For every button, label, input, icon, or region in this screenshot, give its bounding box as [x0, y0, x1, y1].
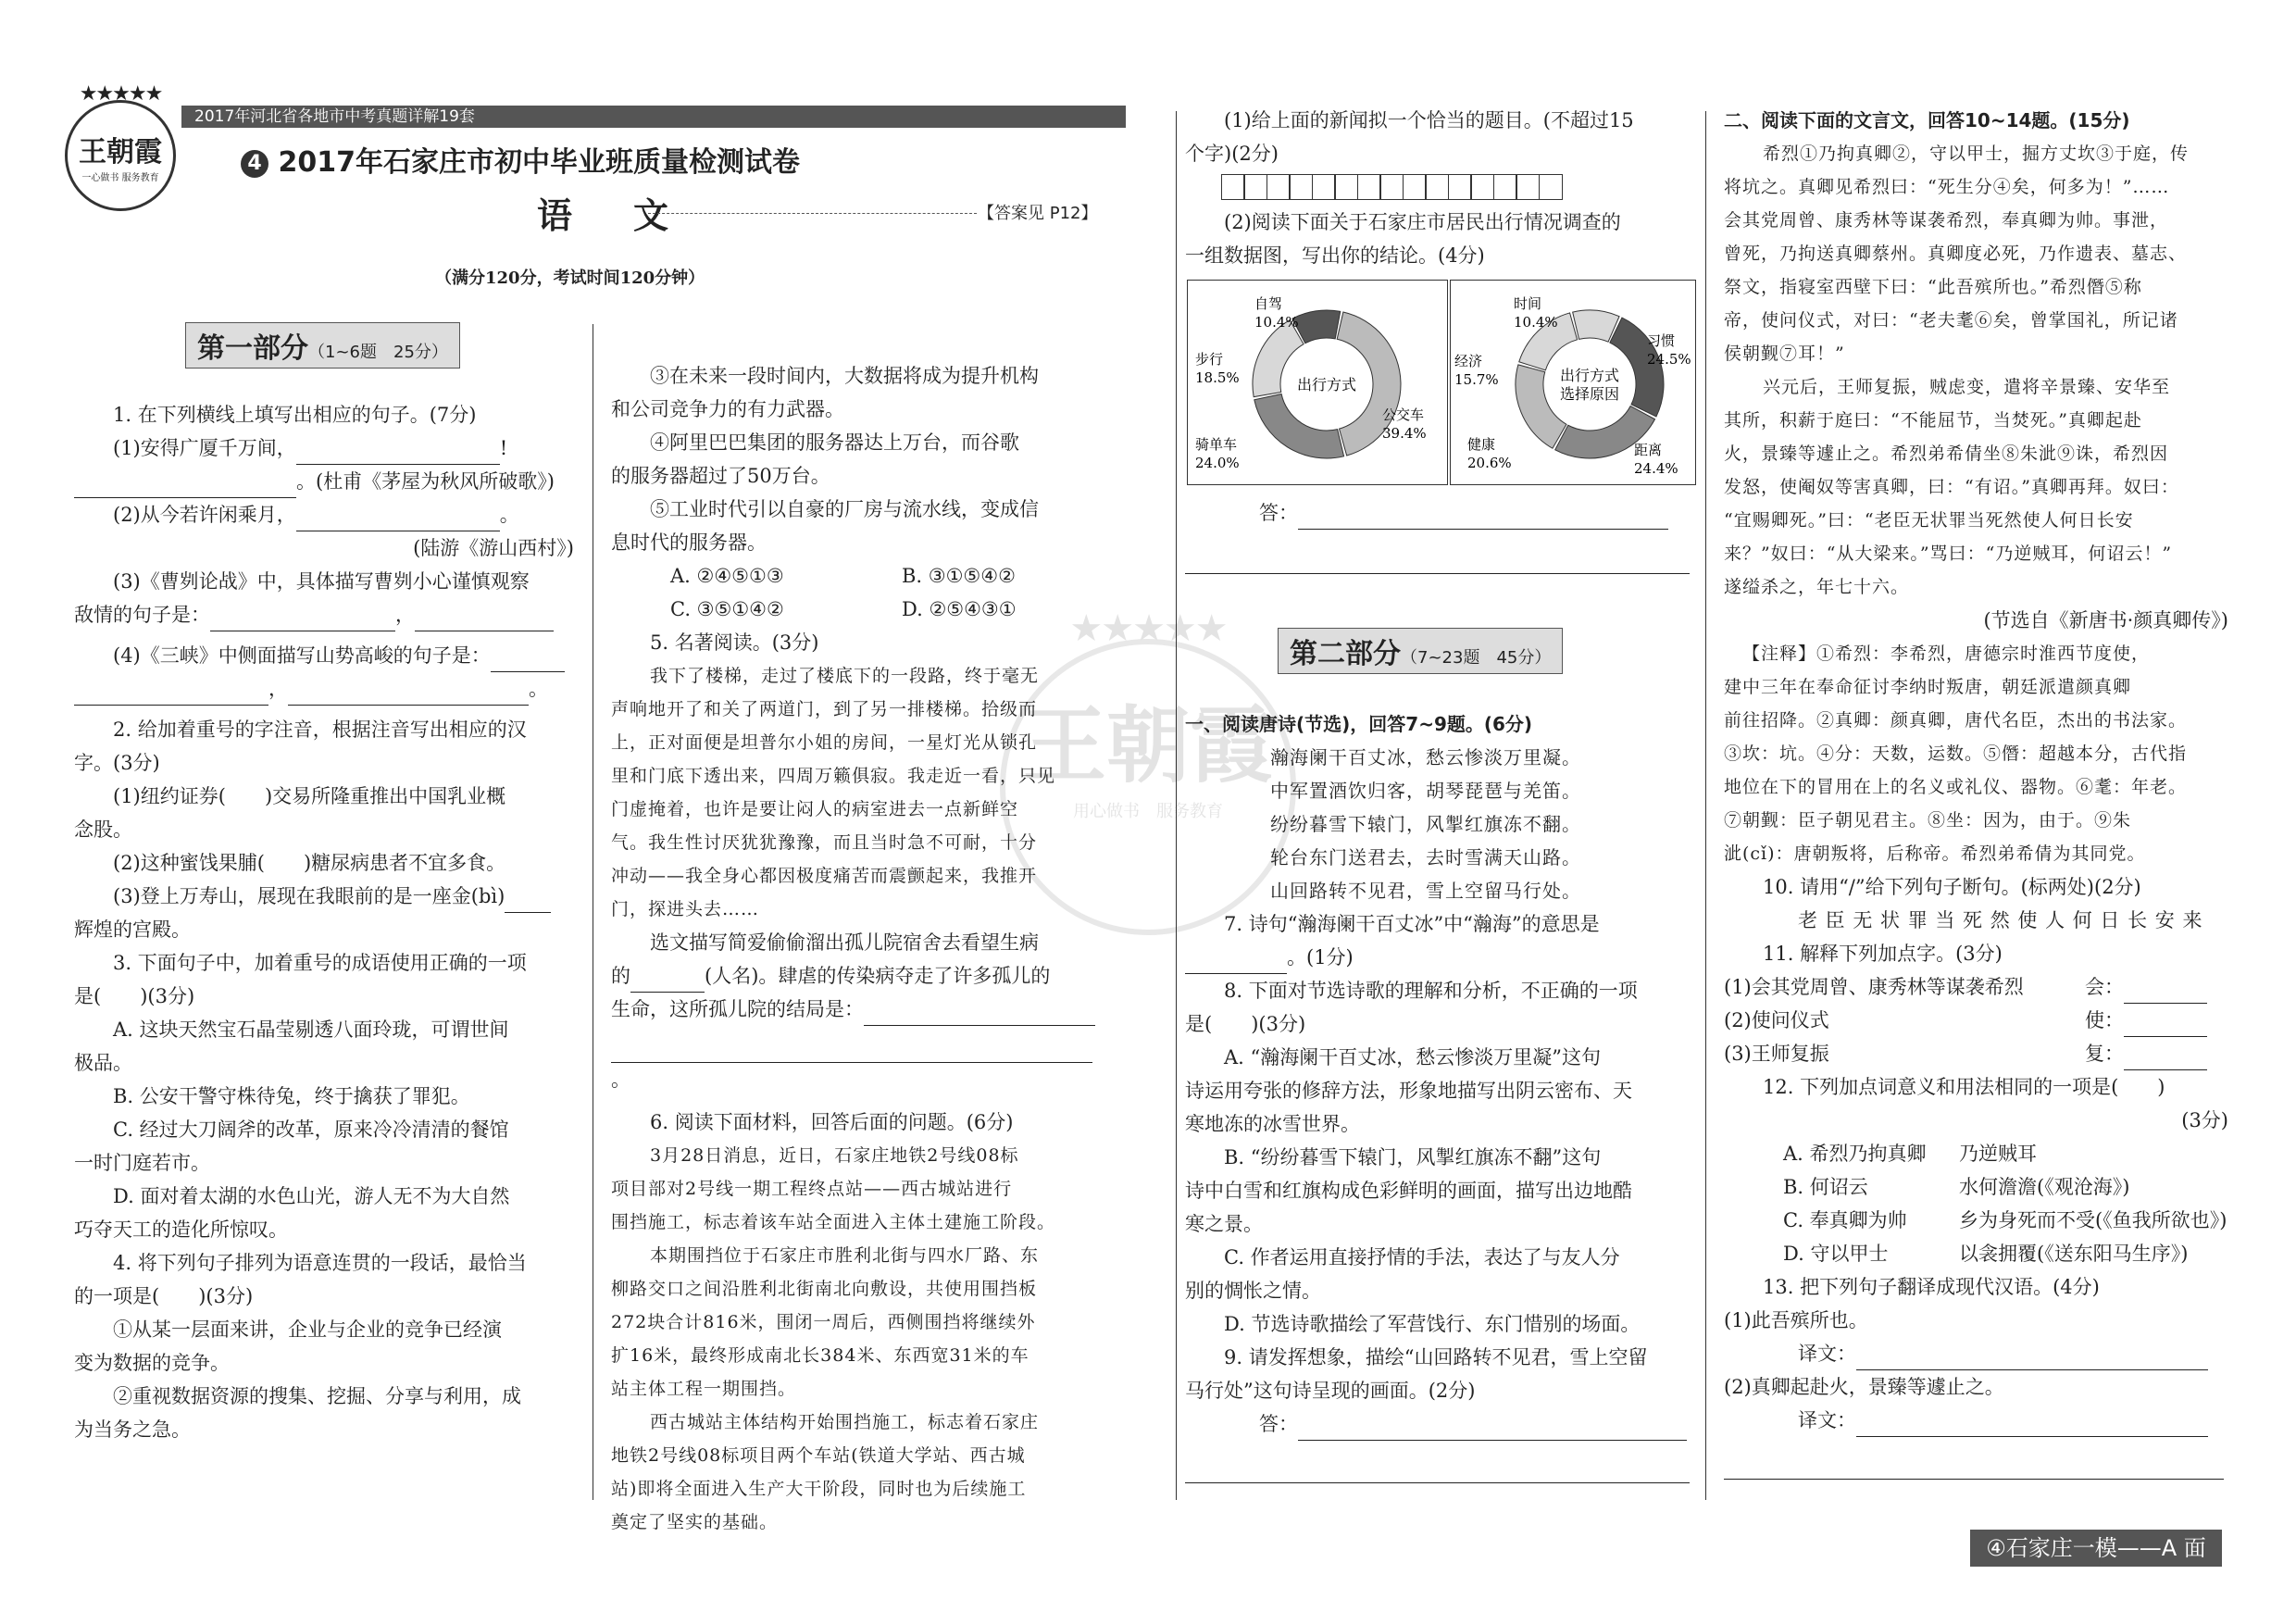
q4-s3b: 和公司竞争力的有力武器。 — [611, 398, 844, 420]
passage-line: 遂缢杀之，年七十六。 — [1724, 577, 1910, 597]
column-3 — [1185, 707, 1690, 1483]
q1-3-blank[interactable] — [210, 608, 395, 631]
q2-2: (2)这种蜜饯果脯( )糖尿病患者不宜多食。 — [113, 852, 506, 874]
exam-title: 2017年石家庄市初中毕业班质量检测试卷 — [278, 146, 800, 179]
q2-3-prompt: (3)登上万寿山，展现在我眼前的是一座金(bì) — [113, 885, 505, 907]
chart-category-label: 距离 — [1634, 442, 1663, 458]
chart-center-title: 出行方式 — [1559, 367, 1620, 384]
part2-title-box — [1278, 628, 1563, 674]
q10-stem: 10. 请用“/”给下列句子断句。(标两处)(2分) — [1763, 876, 2141, 898]
q8-b: B. “纷纷暮雪下辕门，风掣红旗冻不翻”这句 — [1224, 1146, 1602, 1168]
q9-answer-label: 答： — [1259, 1413, 1298, 1435]
q3-stem: 3. 下面句子中，加着重号的成语使用正确的一项 — [113, 952, 527, 974]
title-cell[interactable] — [1470, 174, 1494, 200]
q8-b2: 诗中白雪和红旗构成色彩鲜明的画面，描写出边地酷 — [1185, 1180, 1632, 1202]
chart-value-label: 15.7% — [1454, 371, 1499, 388]
q12-option-a[interactable]: A. 希烈乃拘真卿 — [1783, 1143, 1927, 1165]
q5-passage-line: 门，探进头去…… — [611, 899, 760, 919]
chart-category-label: 经济 — [1454, 353, 1483, 369]
q8-b3: 寒之景。 — [1185, 1213, 1263, 1235]
q6-2b: 一组数据图，写出你的结论。(4分) — [1185, 244, 1485, 267]
q1-4-blank-3[interactable] — [288, 682, 529, 706]
chart-value-label: 10.4% — [1514, 314, 1558, 331]
passage-line: 希烈①乃拘真卿②，守以甲士，掘方丈坎③于庭，传 — [1763, 144, 2190, 164]
classical-passage — [1724, 137, 2228, 604]
q4-stem: 4. 将下列句子排列为语意连贯的一段话，最恰当 — [113, 1252, 527, 1274]
q3-c: C. 经过大刀阔斧的改革，原来冷冷清清的餐馆 — [113, 1118, 509, 1141]
column-2 — [611, 359, 1111, 1539]
chart-category-label: 健康 — [1467, 436, 1496, 453]
watermark-text: 王朝霞 — [1023, 696, 1273, 794]
chart-travel-reason — [1450, 280, 1696, 485]
title-cell[interactable] — [1539, 174, 1563, 200]
q1-2-blank[interactable] — [296, 508, 500, 531]
q13-2-answer-2 — [1724, 1446, 2228, 1480]
q6-material-line: 站)即将全面进入生产大干阶段，同时也为后续施工 — [611, 1479, 1027, 1499]
q1-1-blank[interactable] — [296, 442, 500, 465]
part1-title: 第一部分 — [197, 332, 308, 365]
q6-title-grid[interactable] — [1222, 174, 1690, 200]
q1-3-label: 敌情的句子是： — [74, 604, 210, 626]
q1-4-answer: ， 。 — [74, 672, 574, 706]
q6-answer-blank[interactable] — [1298, 506, 1668, 530]
q13-1: (1)此吾殡所也。 — [1724, 1309, 1868, 1331]
part1-header — [185, 322, 460, 369]
q12-stem: 12. 下列加点词意义和用法相同的一项是( ) — [1763, 1076, 2165, 1098]
column-4 — [1724, 104, 2228, 1480]
q13-1-label: 译文： — [1798, 1343, 1856, 1365]
q5-suffix: (人名)。肆虐的传染病夺走了许多孤儿的 — [705, 965, 1051, 987]
chart-value-label: 39.4% — [1382, 425, 1427, 442]
q8-a3: 寒地冻的冰雪世界。 — [1185, 1113, 1360, 1135]
page-footer-text: ④石家庄一模——A 面 — [1986, 1535, 2206, 1561]
title-cell[interactable] — [1221, 174, 1245, 200]
q1-4-blank-2[interactable] — [74, 682, 268, 706]
q4-option-c[interactable]: C. ③⑤①④② — [670, 598, 784, 620]
passage-line: 兴元后，王师复振，贼虑变，遣将辛景臻、安华至 — [1763, 377, 2171, 397]
q5-ending-line: 。 — [611, 1030, 1111, 1096]
q5-passage-line: 我下了楼梯，走过了楼底下的一段路，终于毫无 — [650, 666, 1040, 686]
q9-answer — [1185, 1407, 1690, 1441]
q11-stem: 11. 解释下列加点字。(3分) — [1763, 943, 2003, 965]
q4-s4: ④阿里巴巴集团的服务器达上万台，而谷歌 — [650, 431, 1019, 454]
logo-stars: ★★★★★ — [79, 82, 162, 106]
q4-s5b: 息时代的服务器。 — [611, 531, 767, 554]
exam-number-badge: 4 — [241, 150, 268, 178]
q4-s1: ①从某一层面来讲，企业与企业的竞争已经演 — [113, 1318, 502, 1341]
q2-stem: 2. 给加着重号的字注音，根据注音写出相应的汉 — [113, 719, 527, 741]
passage-line: 火，景臻等遽止之。希烈弟希倩坐⑧朱泚⑨诛，希烈因 — [1724, 444, 2169, 464]
q11-1-blank[interactable] — [2124, 981, 2207, 1004]
column-3-top — [1185, 104, 1690, 272]
column-separator — [1705, 111, 1706, 1500]
q5-question: 选文描写简爱偷偷溜出孤儿院宿舍去看望生病 — [650, 931, 1039, 954]
q1-4-blank[interactable] — [491, 649, 565, 672]
q11-2-label: 使： — [2085, 1009, 2124, 1031]
poem-line: 纷纷暮雪下辕门，风掣红旗冻不翻。 — [1270, 813, 1581, 835]
q5-passage-line: 冲动——我全身心都因极度痛苦而震颤起来，我推开 — [611, 866, 1038, 886]
q6-material-line: 项目部对2号线一期工程终点站——西古城站进行 — [611, 1179, 1013, 1199]
q6-stem: 6. 阅读下面材料，回答后面的问题。(6分) — [650, 1111, 1014, 1133]
chart-category-label: 自驾 — [1254, 295, 1283, 312]
subject-rule — [648, 213, 977, 214]
q3-c2: 一时门庭若市。 — [74, 1152, 210, 1174]
q6-material-line: 站主体工程一期围挡。 — [611, 1379, 797, 1399]
column-1 — [74, 398, 574, 1446]
q8-a: A. “瀚海阑干百丈冰，愁云惨淡万里凝”这句 — [1224, 1046, 1601, 1068]
chart-category-label: 步行 — [1195, 351, 1224, 368]
q6-material-line: 围挡施工，标志着该车站全面进入主体土建施工阶段。 — [611, 1212, 1056, 1232]
passage-line: 曾死，乃拘送真卿蔡州。真卿度必死，乃作遗表、墓志、 — [1724, 244, 2188, 264]
q13-2-blank[interactable] — [1856, 1414, 2208, 1437]
q5-name-blank[interactable] — [630, 969, 705, 993]
q1-1-prompt: (1)安得广厦千万间， — [113, 437, 296, 459]
title-cell[interactable] — [1425, 174, 1449, 200]
q1-4 — [74, 639, 574, 672]
q6-material-line: 地铁2号线08标项目两个车站(铁道大学站、西古城 — [611, 1445, 1026, 1466]
q6-material-line: 奠定了坚实的基础。 — [611, 1512, 779, 1532]
q6-answer-line — [1185, 541, 1690, 574]
q12-option-a2: 乃逆贼耳 — [1959, 1143, 2037, 1165]
q12-option-b2: 水何澹澹(《观沧海》) — [1959, 1176, 2130, 1198]
q6-answer — [1185, 496, 1690, 574]
annotation-line: 建中三年在奉命征讨李纳时叛唐，朝廷派遣颜真卿 — [1724, 677, 2132, 697]
annotation-line: ③坎：坑。④分：天数，运数。⑤僭：超越本分，古代指 — [1724, 744, 2188, 764]
q9-blank[interactable] — [1298, 1418, 1687, 1441]
q13-1-blank[interactable] — [1856, 1347, 2208, 1370]
q4-option-b[interactable]: B. ③①⑤④② — [902, 565, 1016, 587]
q13-2-blank-2[interactable] — [1724, 1456, 2224, 1480]
passage-line: 侯朝觐⑦耳！” — [1724, 344, 1845, 364]
title-cell[interactable] — [1312, 174, 1336, 200]
q12-option-c[interactable]: C. 奉真卿为帅 — [1783, 1209, 1907, 1231]
q11-1-answer — [2085, 970, 2224, 1004]
q11-2-blank[interactable] — [2124, 1014, 2207, 1037]
exam-info: （满分120分，考试时间120分钟） — [435, 269, 705, 288]
part2-title: 第二部分 — [1290, 638, 1401, 670]
q6-answer-blank-2[interactable] — [1185, 551, 1690, 574]
chart-center-title: 出行方式 — [1296, 376, 1357, 394]
q11-1: (1)会其党周曾、康秀林等谋袭希烈 — [1724, 976, 2024, 998]
q6-1: (1)给上面的新闻拟一个恰当的题目。(不超过15 — [1224, 109, 1634, 131]
q12-option-b[interactable]: B. 何诏云 — [1783, 1176, 1868, 1198]
passage-source: (节选自《新唐书·颜真卿传》) — [1983, 609, 2228, 631]
annotation-line: 地位在下的冒用在上的名义或礼仪、器物。⑥耄：年老。 — [1724, 777, 2188, 797]
q9-stem: 9. 请发挥想象，描绘“山回路转不见君，雪上空留 — [1224, 1346, 1648, 1368]
q12-option-d2: 以衾拥覆(《送东阳马生序》) — [1959, 1243, 2189, 1265]
chart-value-label: 20.6% — [1467, 455, 1512, 471]
q4-stem-2: 的一项是( )(3分) — [74, 1285, 254, 1307]
chart-category-label: 时间 — [1514, 295, 1542, 312]
passage-line: “宜赐卿死。”曰：“老臣无状罪当死然使人何日长安 — [1724, 510, 2134, 531]
q13-2-answer — [1724, 1404, 2228, 1437]
q5-ending-label: 生命，这所孤儿院的结局是： — [611, 998, 864, 1020]
q13-2: (2)真卿起赴火，景臻等遽止之。 — [1724, 1376, 2004, 1398]
title-cell[interactable] — [1357, 174, 1381, 200]
title-cell[interactable] — [1267, 174, 1291, 200]
title-cell[interactable] — [1403, 174, 1427, 200]
q10-sentence[interactable]: 老 臣 无 状 罪 当 死 然 使 人 何 日 长 安 来 — [1798, 909, 2203, 931]
q4-s2: ②重视数据资源的搜集、挖掘、分享与利用，成 — [113, 1385, 521, 1407]
poem-line: 瀚海阑干百丈冰，愁云惨淡万里凝。 — [1270, 746, 1581, 769]
q4-s3: ③在未来一段时间内，大数据将成为提升机构 — [650, 365, 1039, 387]
q5-passage-line: 门虚掩着，也许是要让闷人的病室进去一点新鲜空 — [611, 799, 1019, 819]
poem-line: 中军置酒饮归客，胡琴琵琶与羌笛。 — [1270, 780, 1581, 802]
title-cell[interactable] — [1289, 174, 1313, 200]
answer-ref: 【答案见 P12】 — [978, 204, 1098, 223]
q1-1-blank-2[interactable] — [74, 475, 296, 498]
q3-d2: 巧夺天工的造化所惊叹。 — [74, 1218, 288, 1241]
column-separator — [1176, 111, 1177, 1500]
q4-option-a[interactable]: A. ②④⑤①③ — [670, 565, 784, 587]
q13-stem: 13. 把下列句子翻译成现代汉语。(4分) — [1763, 1276, 2100, 1298]
q13-2-label: 译文： — [1798, 1409, 1856, 1431]
subject-title: 语 文 — [537, 195, 682, 236]
q3-stem-2: 是( )(3分) — [74, 985, 195, 1007]
q4-option-d[interactable]: D. ②⑤④③① — [902, 598, 1017, 620]
q1-4-prompt: (4)《三峡》中侧面描写山势高峻的句子是： — [113, 644, 491, 667]
q7-answer — [1185, 941, 1690, 974]
part1-title-box — [185, 322, 460, 369]
q5-passage-line: 里和门底下透出来，四周万籁俱寂。我走近一看，只见 — [611, 766, 1056, 786]
q11-1-label: 会： — [2085, 976, 2124, 998]
poem-line: 山回路转不见君，雪上空留马行处。 — [1270, 880, 1581, 902]
q5-passage-line: 声响地开了和关了两道门，到了另一排楼梯。拾级而 — [611, 699, 1038, 719]
q5-passage — [611, 659, 1111, 926]
part2-header — [1278, 628, 1563, 674]
q1-2-source: (陆游《游山西村》) — [413, 537, 574, 559]
q5-question-3 — [611, 993, 1111, 1026]
q11-2: (2)使问仪式 — [1724, 1009, 1829, 1031]
q5-passage-line: 气。我生性讨厌犹犹豫豫，而且当时急不可耐，十分 — [611, 832, 1038, 853]
chart-travel-reason-svg — [1451, 281, 1695, 484]
logo-sub: 一心做书 服务教育 — [81, 173, 159, 183]
q2-3b: 辉煌的宫殿。 — [74, 918, 191, 941]
chart-travel-mode-svg — [1188, 281, 1447, 484]
q12-option-c2: 乡为身死而不受(《鱼我所欲也》) — [1959, 1209, 2227, 1231]
page-footer-tag — [1970, 1530, 2222, 1567]
q7-blank[interactable] — [1185, 951, 1287, 974]
passage-line: 将坑之。真卿见希烈曰：“死生分④矣，何多为！”…… — [1724, 177, 2170, 197]
classical-section-title: 二、阅读下面的文言文，回答10~14题。(15分) — [1724, 109, 2130, 131]
part2-range: （7~23题 45分） — [1401, 648, 1552, 668]
donut-slice-骑单车 — [1254, 394, 1344, 458]
chart-value-label: 24.4% — [1634, 460, 1678, 477]
watermark-sub: 用心做书 服务教育 — [1073, 802, 1223, 821]
q12-options — [1724, 1137, 2228, 1270]
q9-blank-2[interactable] — [1185, 1460, 1690, 1483]
q1-3-answer: 敌情的句子是： ， — [74, 598, 574, 631]
part1-range: （1~6题 25分） — [308, 343, 448, 362]
passage-line: 祭文，指寝室西壁下曰：“此吾殡所也。”希烈僭⑤称 — [1724, 277, 2142, 297]
annotation-line: 泚(cǐ)：唐朝叛将，后称帝。希烈弟希倩为其同党。 — [1724, 843, 2146, 864]
passage-line: 会其党周曾、康秀林等谋袭希烈，奉真卿为帅。事泄， — [1724, 210, 2169, 231]
q4-options — [611, 559, 1111, 626]
q1-1: (1)安得广厦千万间， ! — [74, 431, 574, 465]
q2-1: (1)纽约证券( )交易所隆重推出中国乳业概 — [113, 785, 506, 807]
donut-slice-步行 — [1253, 320, 1304, 397]
q12-option-d[interactable]: D. 守以甲士 — [1783, 1243, 1889, 1265]
q1-3: (3)《曹刿论战》中，具体描写曹刿小心谨慎观察 — [113, 570, 530, 593]
q6-material — [611, 1139, 1111, 1539]
watermark-stars: ★★★★★ — [1069, 607, 1227, 650]
q5-ending-blank-2[interactable] — [611, 1040, 1092, 1063]
q8-a2: 诗运用夸张的修辞方法，形象地描写出阴云密布、天 — [1185, 1080, 1632, 1102]
title-cell[interactable] — [1448, 174, 1472, 200]
q6-1b: 个字)(2分) — [1185, 143, 1279, 165]
q4-s5: ⑤工业时代引以自豪的厂房与流水线，变成信 — [650, 498, 1039, 520]
passage-line: 帝，使问仪式，对曰：“老夫耄⑥矣，曾掌国礼，所记诸 — [1724, 310, 2178, 331]
q13-1-answer — [1724, 1337, 2228, 1370]
exam-title-row — [241, 139, 800, 180]
passage-line: 发怒，使阉奴等害真卿，曰：“有诏。”真卿再拜。奴曰： — [1724, 477, 2179, 497]
q2-3 — [74, 880, 574, 913]
q11-3-answer — [2085, 1037, 2224, 1070]
q6-material-line: 3月28日消息，近日，石家庄地铁2号线08标 — [650, 1145, 1019, 1166]
chart-value-label: 18.5% — [1195, 369, 1240, 386]
q6-answer-label: 答： — [1259, 502, 1298, 524]
donut-slice-健康 — [1516, 365, 1566, 448]
annotation-line: 【注释】①希烈：李希烈，唐德宗时淮西节度使， — [1742, 644, 2151, 664]
q6-material-line: 柳路交口之间沿胜利北街南北向敷设，共使用围挡板 — [611, 1279, 1038, 1299]
q1-2-prompt: (2)从今若许闲乘月， — [113, 504, 296, 526]
q4-s2b: 为当务之急。 — [74, 1418, 191, 1441]
q5-stem: 5. 名著阅读。(3分) — [650, 631, 819, 654]
chart-value-label: 10.4% — [1254, 314, 1299, 331]
title-cell[interactable] — [1493, 174, 1517, 200]
q4-s4b: 的服务器超过了50万台。 — [611, 465, 830, 487]
q1-3-blank-2[interactable] — [415, 608, 554, 631]
passage-line: 来？”奴曰：“从大梁来。”骂曰：“乃逆贼耳，何诏云！” — [1724, 544, 2173, 564]
q11-3-label: 复： — [2085, 1043, 2124, 1065]
q8-c2: 别的惆怅之情。 — [1185, 1280, 1321, 1302]
series-bar — [181, 106, 1126, 128]
chart-value-label: 24.5% — [1647, 351, 1691, 368]
title-cell[interactable] — [1379, 174, 1404, 200]
q8-c: C. 作者运用直接抒情的手法，表达了与友人分 — [1224, 1246, 1620, 1268]
chart-category-label: 骑单车 — [1195, 436, 1238, 453]
poem — [1185, 741, 1690, 907]
q6-material-line: 西古城站主体结构开始围挡施工，标志着石家庄 — [650, 1412, 1040, 1432]
passage-line: 其所，积薪于庭曰：“不能屈节，当焚死。”真卿起赴 — [1724, 410, 2142, 431]
annotation-line: ⑦朝觐：臣子朝见君主。⑧坐：因为，由于。⑨朱 — [1724, 810, 2132, 831]
q3-a2: 极品。 — [74, 1052, 132, 1074]
q6-material-line: 272块合计816米，围闭一周后，西侧围挡将继续外 — [611, 1312, 1036, 1332]
chart-value-label: 24.0% — [1195, 455, 1240, 471]
q6-answer-line — [1185, 496, 1690, 530]
chart-category-label: 习惯 — [1647, 332, 1676, 349]
q6-material-line: 扩16米，最终形成南北长384米、东西宽31米的车 — [611, 1345, 1029, 1366]
q3-a: A. 这块天然宝石晶莹剔透八面玲珑，可谓世间 — [113, 1018, 509, 1041]
chart-center-title: 选择原因 — [1559, 385, 1620, 403]
q11-2-answer — [2085, 1004, 2224, 1037]
q11-3-blank[interactable] — [2124, 1047, 2207, 1070]
title-cell[interactable] — [1516, 174, 1540, 200]
q9-stem-2: 马行处”这句诗呈现的画面。(2分) — [1185, 1380, 1476, 1402]
q11-items — [1724, 970, 2228, 1070]
q5-ending-blank[interactable] — [864, 1003, 1095, 1026]
poem-section-title: 一、阅读唐诗(节选)，回答7~9题。(6分) — [1185, 713, 1533, 735]
q1-1-source — [74, 465, 574, 498]
annotations — [1724, 637, 2228, 870]
q8-d: D. 节选诗歌描绘了军营饯行、东门惜别的场面。 — [1224, 1313, 1641, 1335]
q5-prefix: 的 — [611, 965, 630, 987]
q8-stem-2: 是( )(3分) — [1185, 1013, 1306, 1035]
q6-2: (2)阅读下面关于石家庄市居民出行情况调查的 — [1224, 211, 1621, 233]
q1-1-source-text: 。(杜甫《茅屋为秋风所破歌》) — [296, 470, 555, 493]
q2-stem-2: 字。(3分) — [74, 752, 160, 774]
q4-s1b: 变为数据的竞争。 — [74, 1352, 230, 1374]
series-bar-text: 2017年河北省各地市中考真题详解19套 — [194, 107, 475, 126]
poem-line: 轮台东门送君去，去时雪满天山路。 — [1270, 846, 1581, 868]
title-cell[interactable] — [1243, 174, 1267, 200]
q9-answer-2 — [1185, 1450, 1690, 1483]
q3-b: B. 公安干警守株待兔，终于擒获了罪犯。 — [113, 1085, 470, 1107]
q6-material-line: 本期围挡位于石家庄市胜利北街与四水厂路、东 — [650, 1245, 1040, 1266]
q2-1b: 念股。 — [74, 818, 132, 841]
annotation-line: 前往招降。②真卿：颜真卿，唐代名臣，杰出的书法家。 — [1724, 710, 2188, 731]
q1-2: (2)从今若许闲乘月， 。 — [74, 498, 574, 531]
q12-score: (3分) — [2181, 1109, 2228, 1131]
logo-text: 王朝霞 — [79, 136, 162, 169]
q5-passage-line: 上，正对面便是坦普尔小姐的房间，一星灯光从锁孔 — [611, 732, 1038, 753]
q8-stem: 8. 下面对节选诗歌的理解和分析，不正确的一项 — [1224, 980, 1638, 1002]
title-cell[interactable] — [1334, 174, 1358, 200]
publisher-logo — [65, 82, 176, 211]
q7-score: 。(1分) — [1287, 946, 1354, 968]
chart-travel-mode — [1187, 280, 1448, 485]
chart-category-label: 公交车 — [1382, 406, 1425, 423]
q1-stem: 1. 在下列横线上填写出相应的句子。(7分) — [113, 404, 477, 426]
q2-3-blank[interactable] — [505, 890, 551, 913]
q11-3: (3)王师复振 — [1724, 1043, 1829, 1065]
q5-question-2 — [611, 959, 1111, 993]
q7-stem: 7. 诗句“瀚海阑干百丈冰”中“瀚海”的意思是 — [1224, 913, 1600, 935]
q3-d: D. 面对着太湖的水色山光，游人无不为大自然 — [113, 1185, 510, 1207]
